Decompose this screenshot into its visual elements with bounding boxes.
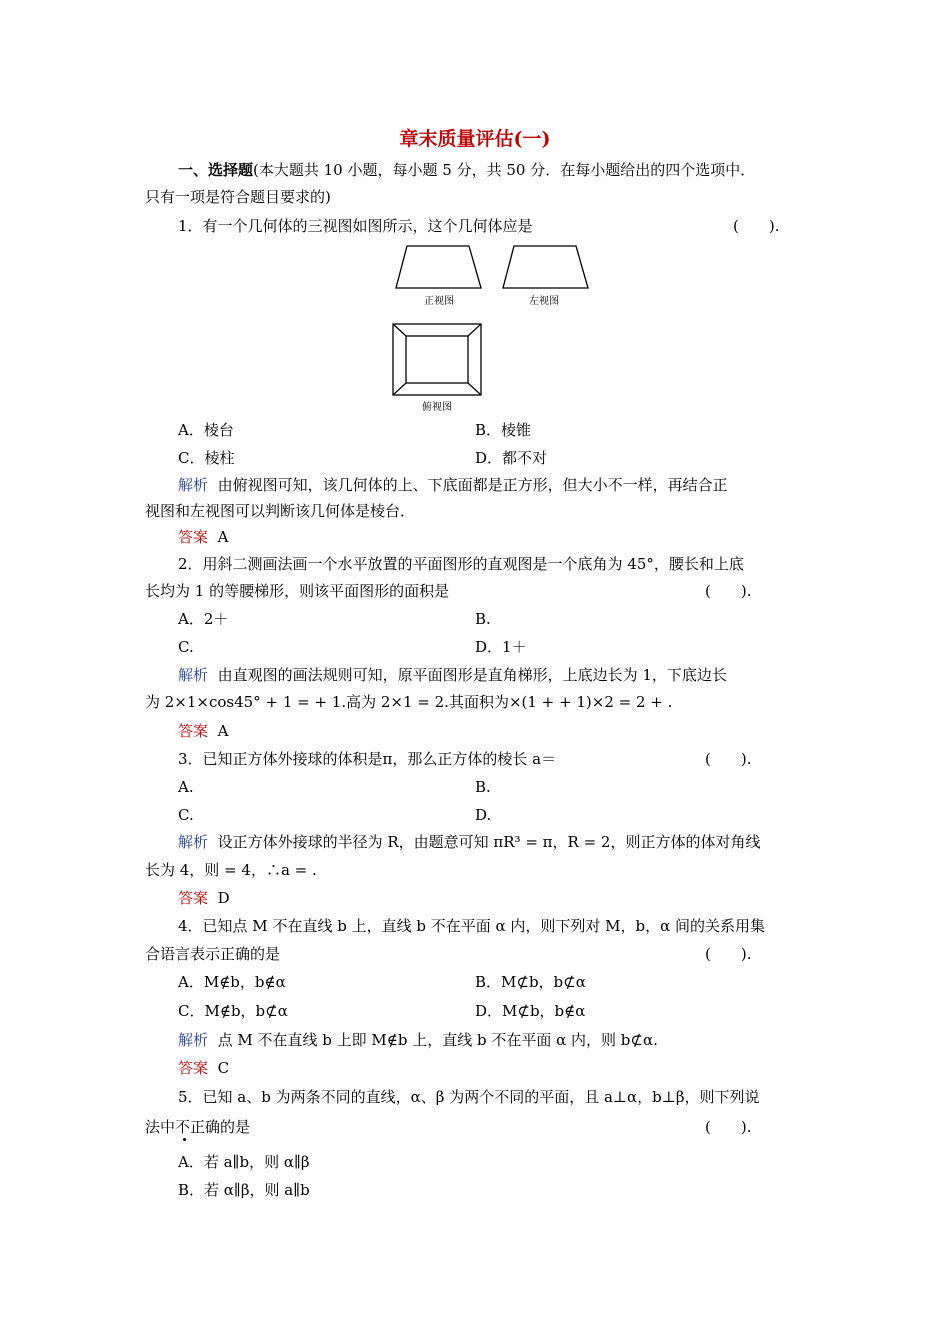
q1-analysis-text-2: 视图和左视图可以判断该几何体是棱台． [145,502,416,520]
q1-option-a: A．棱台 [178,421,234,439]
q4-option-d: D．M⊄b，b∉α [475,1002,586,1020]
q2-stem-1: 2．用斜二测画法画一个水平放置的平面图形的直观图是一个底角为 45°，腰长和上底 [178,555,744,573]
q1-option-d: D．都不对 [475,449,548,467]
q4-answer-value: C [217,1059,230,1077]
q5-option-a: A．若 a∥b，则 α∥β [178,1153,310,1171]
side-view-label: 左视图 [529,296,559,307]
answer-label: 答案 [178,528,209,546]
q5-stem-1: 5．已知 a、b 为两条不同的直线，α、β 为两个不同的平面，且 a⊥α，b⊥β，则下列说 [178,1088,760,1106]
q2-stem-2: 长均为 1 的等腰梯形，则该平面图形的面积是 [145,582,450,600]
q1-stem: 1．有一个几何体的三视图如图所示，这个几何体应是 [178,217,533,235]
side-view-figure [500,244,592,292]
q5-option-b: B．若 α∥β，则 a∥b [178,1181,310,1199]
q4-bracket: ( ). [705,945,752,963]
top-view-figure [392,323,484,397]
q1-analysis-text-1: 由俯视图可知，该几何体的上、下底面都是正方形，但大小不一样，再结合正 [217,476,728,494]
q1-bracket: ( ). [733,217,780,235]
q3-answer [178,888,230,908]
analysis-label: 解析 [178,476,209,494]
answer-label: 答案 [178,889,209,907]
top-view-label: 俯视图 [422,402,452,413]
q4-stem-1: 4．已知点 M 不在直线 b 上，直线 b 不在平面 α 内，则下列对 M，b，α 间的关系用集 [178,917,766,935]
answer-label: 答案 [178,1059,209,1077]
q4-analysis [178,1030,658,1050]
q4-stem-2: 合语言表示正确的是 [145,945,281,963]
q3-analysis-text-1: 设正方体外接球的半径为 R，由题意可知 πR³ = π，R = 2，则正方体的体对角线 [217,833,761,851]
q4-option-b: B．M⊄b，b⊄α [475,973,586,991]
q5-stem-2: 法中不正确的是 [145,1118,251,1136]
q3-option-a: A. [178,778,194,796]
section-desc-2: 只有一项是符合题目要求的) [145,188,331,206]
q2-option-a: A．2＋ [178,610,229,628]
q2-option-c: C. [178,638,194,656]
q5-bracket: ( ). [705,1118,752,1136]
section-desc-1: (本大题共 10 小题，每小题 5 分，共 50 分．在每小题给出的四个选项中． [253,161,756,179]
section-header [178,160,755,180]
q3-option-c: C. [178,806,194,824]
q2-analysis-text-1: 由直观图的画法规则可知，原平面图形是直角梯形，上底边长为 1，下底边长 [217,666,727,684]
emphasis-dot [183,1138,186,1141]
q4-option-c: C．M∉b，b⊄α [178,1002,288,1020]
front-view-figure [393,244,485,292]
q2-answer [178,721,228,741]
front-view-label: 正视图 [424,296,454,307]
q3-analysis [178,832,760,852]
q2-answer-value: A [217,722,229,740]
q2-bracket: ( ). [705,582,752,600]
section-label: 一、选择题 [178,161,254,179]
q1-option-c: C．棱柱 [178,449,235,467]
q3-bracket: ( ). [705,750,752,768]
q2-analysis [178,665,727,685]
q1-answer-value: A [217,528,229,546]
q1-analysis [178,475,728,495]
analysis-label: 解析 [178,1031,209,1049]
q1-option-b: B．棱锥 [475,421,532,439]
q2-option-b: B. [475,610,491,628]
q4-analysis-text-1: 点 M 不在直线 b 上即 M∉b 上，直线 b 不在平面 α 内，则 b⊄α. [217,1031,658,1049]
q3-option-b: B. [475,778,491,796]
q1-answer [178,527,228,547]
page-title: 章末质量评估(一) [399,128,551,150]
analysis-label: 解析 [178,666,209,684]
analysis-label: 解析 [178,833,209,851]
q4-answer [178,1058,229,1078]
q2-option-d: D．1＋ [475,638,527,656]
q3-stem: 3．已知正方体外接球的体积是π，那么正方体的棱长 a＝ [178,750,557,768]
answer-label: 答案 [178,722,209,740]
q2-analysis-text-2: 为 2×1×cos45° + 1 = + 1.高为 2×1 = 2.其面积为×(1 + + 1)×2 = 2 + . [145,693,673,711]
q3-analysis-text-2: 长为 4，则 = 4，∴a = . [145,861,317,879]
q3-option-d: D. [475,806,492,824]
q4-option-a: A．M∉b，b∉α [178,973,286,991]
q3-answer-value: D [217,889,230,907]
